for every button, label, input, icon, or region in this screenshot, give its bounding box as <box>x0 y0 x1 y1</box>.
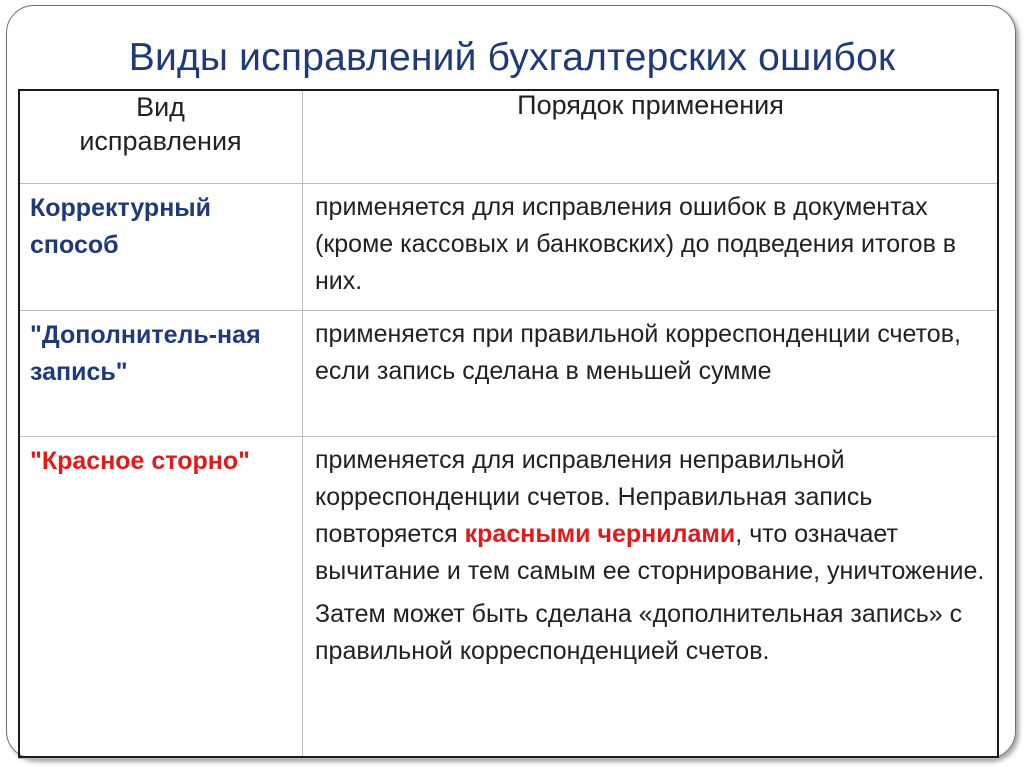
column-header-type-line1: Вид <box>136 92 185 122</box>
column-header-type-line2: исправления <box>79 126 242 156</box>
red-storno-paragraph-1 <box>315 442 990 590</box>
table-row <box>19 437 999 759</box>
red-ink-highlight: красными чернилами <box>464 520 736 548</box>
column-header-description: Порядок применения <box>303 90 999 184</box>
correction-type-additional-entry: "Дополнитель-ная запись" <box>19 311 303 437</box>
column-header-type <box>19 90 303 184</box>
red-storno-text-end: , что означает вычитание и тем самым ее сторнирование, уничтожение. <box>315 520 985 585</box>
correction-description-additional-entry: применяется при правильной корреспонденции счетов, если запись сделана в меньшей сумме <box>303 311 999 437</box>
red-storno-paragraph-2: Затем может быть сделана «дополнительная запись» с правильной корреспонденцией счетов. <box>315 600 963 665</box>
table-row <box>19 184 999 311</box>
table-header-row <box>19 90 999 184</box>
page-title: Виды исправлений бухгалтерских ошибок <box>128 36 896 79</box>
correction-description-proofreading: применяется для исправления ошибок в документах (кроме кассовых и банковских) до подведения итогов в них. <box>303 184 999 311</box>
corrections-table <box>18 89 999 759</box>
red-storno-text-start: применяется для исправления неправильной корреспонденции счетов. Неправильная запись повторяется <box>315 446 873 548</box>
correction-description-red-storno <box>303 437 999 759</box>
correction-type-red-storno: "Красное сторно" <box>19 437 303 759</box>
table-row <box>19 311 999 437</box>
correction-type-proofreading: Корректурный способ <box>19 184 303 311</box>
